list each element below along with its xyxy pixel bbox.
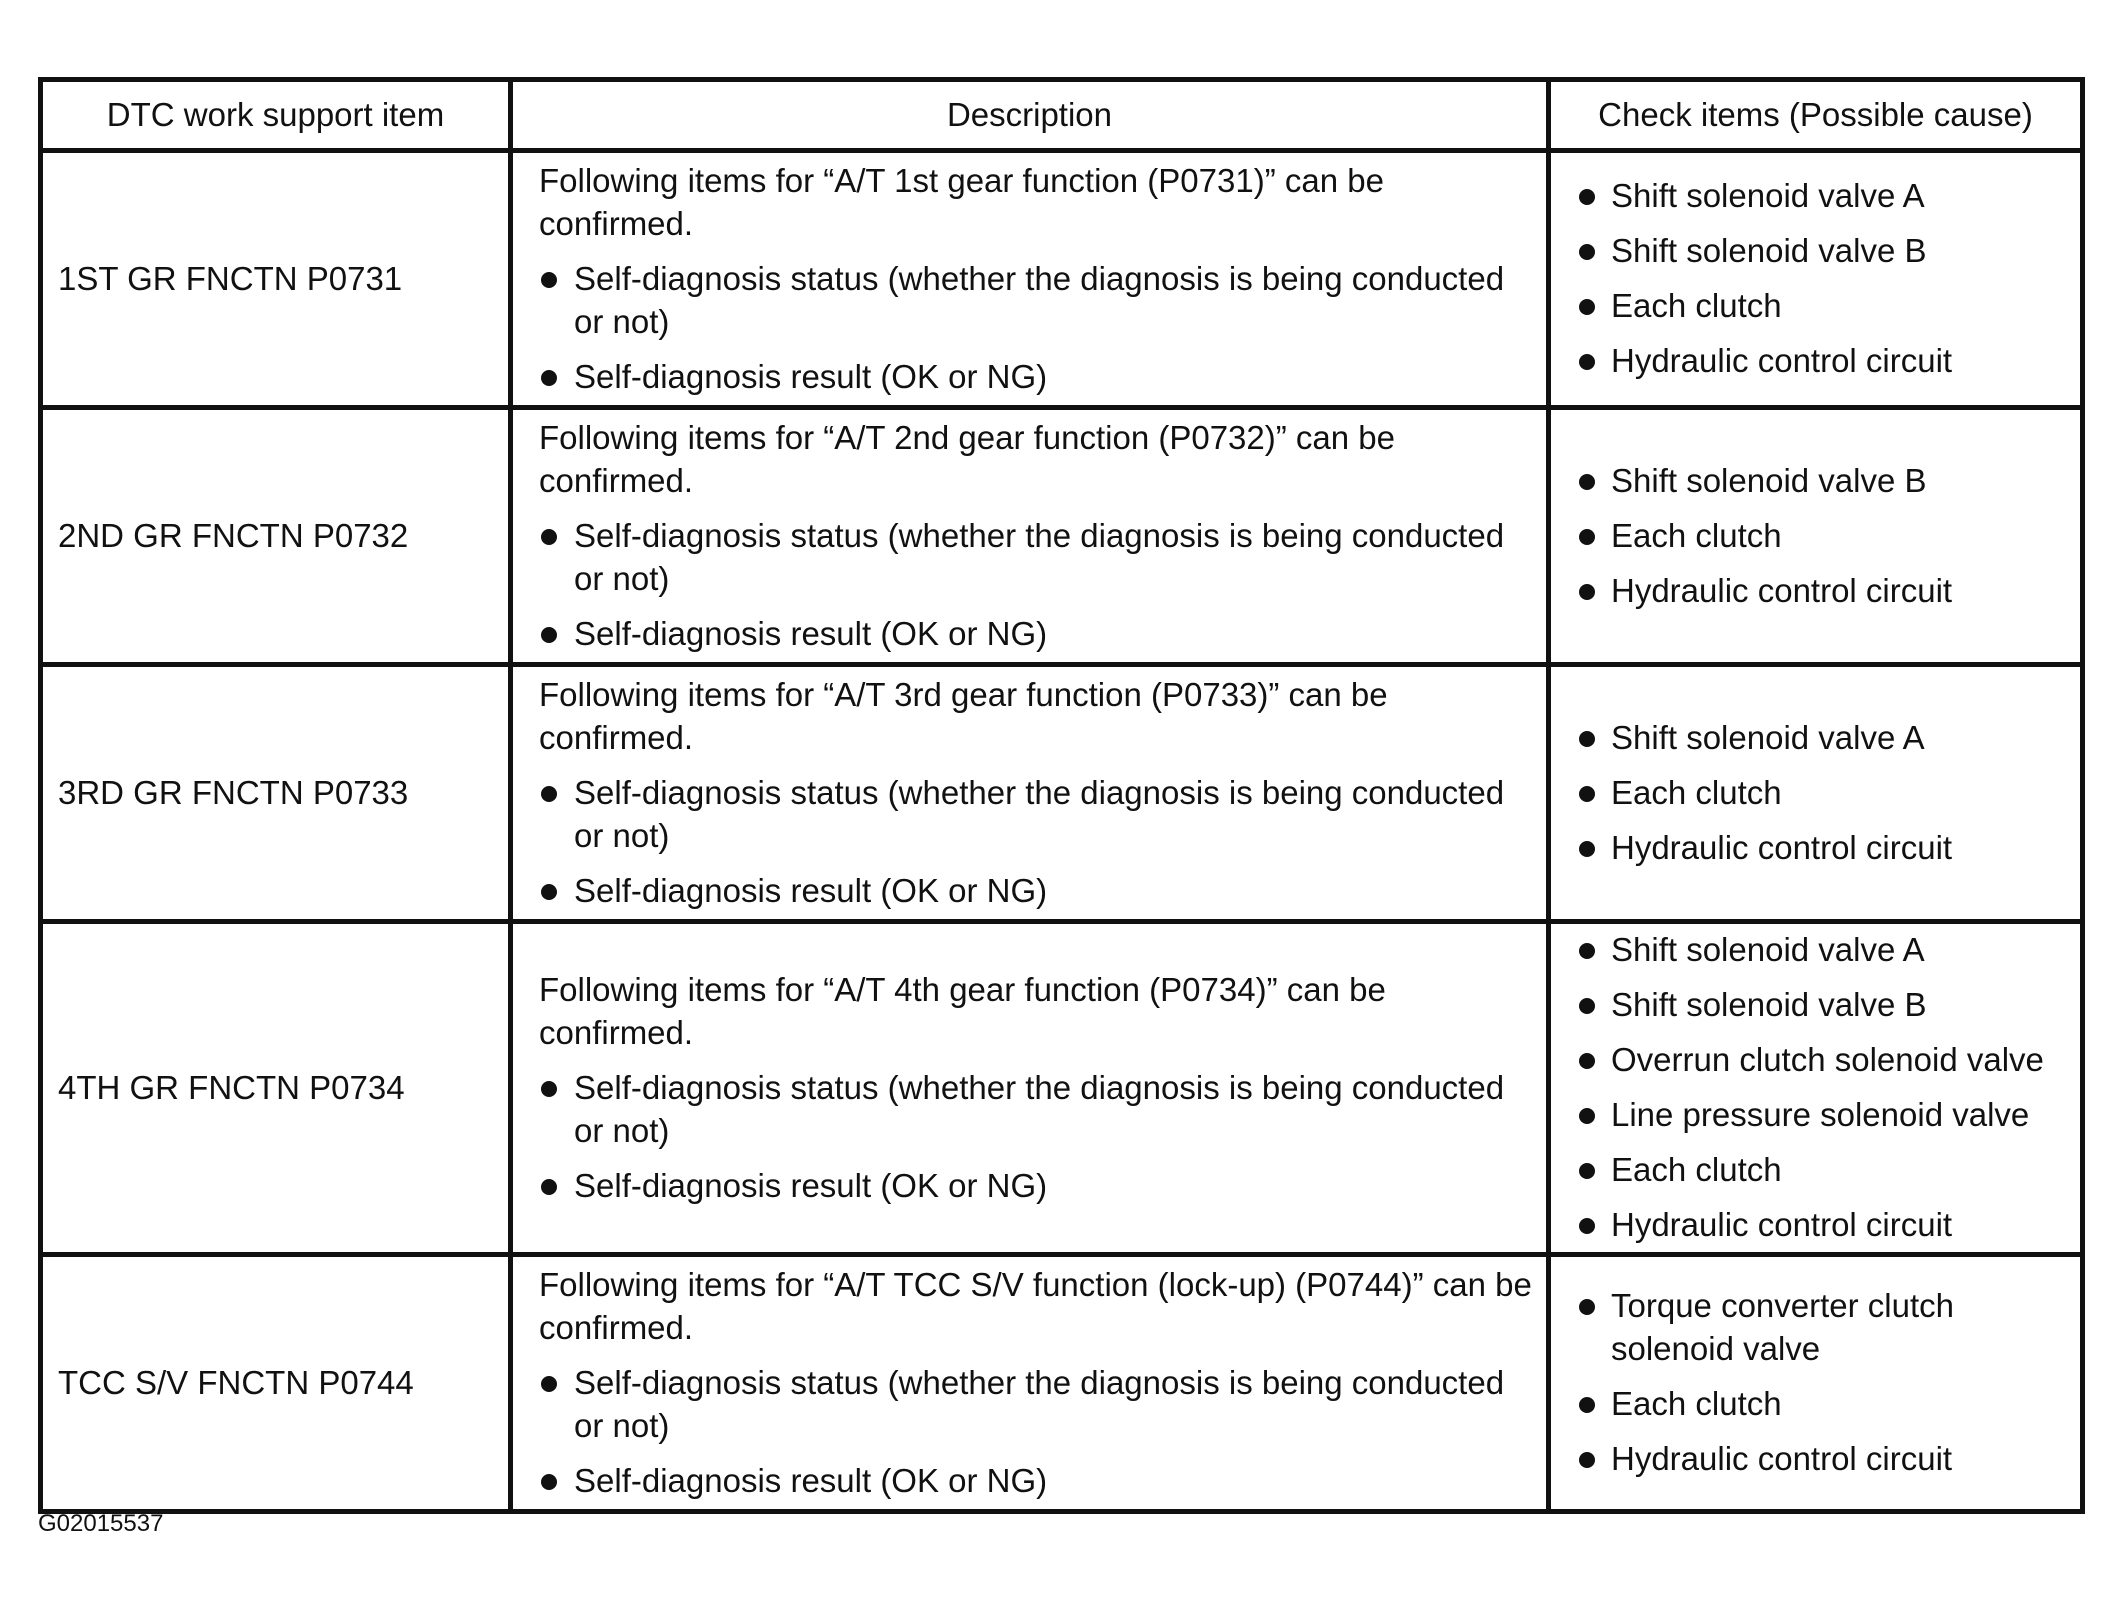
description-bullet-text: Self-diagnosis status (whether the diagnosis is being conducted or not) [574, 259, 1505, 340]
bullet-icon [541, 1376, 557, 1392]
list-item [1577, 826, 2072, 869]
list-item [539, 1164, 1536, 1207]
figure-code: G02015537 [38, 1510, 164, 1537]
list-item [539, 257, 1536, 343]
bullet-icon [541, 884, 557, 900]
check-item-text: Shift solenoid valve B [1611, 232, 1927, 269]
check-items-cell [1549, 408, 2083, 665]
description-bullet-text: Self-diagnosis status (whether the diagnosis is being conducted or not) [574, 773, 1505, 854]
check-item-text: Line pressure solenoid valve [1611, 1096, 2030, 1133]
check-item-text: Hydraulic control circuit [1611, 342, 1953, 379]
description-intro: Following items for “A/T 1st gear function (P0731)” can be confirmed. [539, 161, 1384, 242]
list-item [539, 1361, 1536, 1447]
list-item [1577, 339, 2072, 382]
bullet-icon [1579, 998, 1595, 1014]
check-item-text: Hydraulic control circuit [1611, 1440, 1953, 1477]
description-list [539, 257, 1536, 398]
dtc-item-cell: 2ND GR FNCTN P0732 [41, 408, 511, 665]
check-item-text: Hydraulic control circuit [1611, 1206, 1953, 1243]
bullet-icon [541, 1179, 557, 1195]
check-item-text: Each clutch [1611, 1385, 1782, 1422]
bullet-icon [541, 370, 557, 386]
dtc-item-cell: TCC S/V FNCTN P0744 [41, 1255, 511, 1512]
list-item [1577, 229, 2072, 272]
check-item-text: Each clutch [1611, 773, 1782, 811]
description-cell [511, 408, 1549, 665]
check-item-text: Each clutch [1611, 287, 1782, 324]
list-item [539, 355, 1536, 398]
list-item [1577, 983, 2072, 1026]
description-bullet-text: Self-diagnosis status (whether the diagnosis is being conducted or not) [574, 1363, 1505, 1444]
description-intro: Following items for “A/T TCC S/V function (lock-up) (P0744)” can be confirmed. [539, 1265, 1532, 1346]
list-item [539, 514, 1536, 600]
description-bullet-text: Self-diagnosis result (OK or NG) [574, 614, 1048, 652]
bullet-icon [541, 272, 557, 288]
bullet-icon [1579, 1163, 1595, 1179]
list-item [539, 771, 1536, 857]
bullet-icon [1579, 1452, 1595, 1468]
list-item [1577, 569, 2072, 612]
check-list [1577, 716, 2072, 869]
description-list [539, 1361, 1536, 1502]
description-bullet-text: Self-diagnosis result (OK or NG) [574, 1166, 1048, 1204]
check-list [1577, 174, 2072, 382]
list-item [539, 1459, 1536, 1502]
description-cell [511, 1255, 1549, 1512]
bullet-icon [1579, 943, 1595, 959]
check-items-cell [1549, 922, 2083, 1255]
table-row [41, 922, 2083, 1255]
check-item-text: Torque converter clutch solenoid valve [1611, 1287, 1955, 1367]
list-item [1577, 1093, 2072, 1136]
list-item [1577, 1382, 2072, 1425]
list-item [1577, 1437, 2072, 1480]
bullet-icon [541, 1474, 557, 1490]
check-item-text: Hydraulic control circuit [1611, 828, 1953, 866]
bullet-icon [1579, 1053, 1595, 1069]
bullet-icon [1579, 1218, 1595, 1234]
bullet-icon [541, 1081, 557, 1097]
bullet-icon [1579, 244, 1595, 260]
check-item-text: Hydraulic control circuit [1611, 571, 1953, 609]
list-item [1577, 514, 2072, 557]
list-item [1577, 1038, 2072, 1081]
check-list [1577, 459, 2072, 612]
list-item [1577, 284, 2072, 327]
list-item [1577, 459, 2072, 502]
description-cell [511, 665, 1549, 922]
description-cell [511, 151, 1549, 408]
bullet-icon [1579, 786, 1595, 802]
bullet-icon [1579, 189, 1595, 205]
check-item-text: Shift solenoid valve A [1611, 931, 1925, 968]
bullet-icon [1579, 474, 1595, 490]
list-item [1577, 928, 2072, 971]
header-row [41, 80, 2083, 151]
description-bullet-text: Self-diagnosis result (OK or NG) [574, 1461, 1048, 1499]
description-bullet-text: Self-diagnosis result (OK or NG) [574, 357, 1048, 395]
bullet-icon [1579, 841, 1595, 857]
bullet-icon [1579, 1108, 1595, 1124]
list-item [1577, 1284, 2072, 1370]
check-item-text: Each clutch [1611, 516, 1782, 554]
check-item-text: Shift solenoid valve B [1611, 986, 1927, 1023]
bullet-icon [1579, 584, 1595, 600]
list-item [1577, 771, 2072, 814]
list-item [1577, 174, 2072, 217]
bullet-icon [541, 786, 557, 802]
check-item-text: Shift solenoid valve A [1611, 718, 1925, 756]
list-item [539, 1066, 1536, 1152]
table-row [41, 665, 2083, 922]
check-items-cell [1549, 665, 2083, 922]
header-description: Description [511, 80, 1549, 151]
list-item [1577, 1203, 2072, 1246]
check-item-text: Shift solenoid valve B [1611, 461, 1927, 499]
bullet-icon [1579, 299, 1595, 315]
description-cell [511, 922, 1549, 1255]
check-item-text: Overrun clutch solenoid valve [1611, 1041, 2044, 1078]
table-row [41, 408, 2083, 665]
check-items-cell [1549, 1255, 2083, 1512]
description-list [539, 514, 1536, 655]
dtc-item-cell: 3RD GR FNCTN P0733 [41, 665, 511, 922]
list-item [539, 612, 1536, 655]
check-item-text: Shift solenoid valve A [1611, 177, 1925, 214]
bullet-icon [1579, 1397, 1595, 1413]
description-list [539, 771, 1536, 912]
check-list [1577, 928, 2072, 1246]
dtc-item-cell: 1ST GR FNCTN P0731 [41, 151, 511, 408]
bullet-icon [541, 529, 557, 545]
list-item [1577, 1148, 2072, 1191]
bullet-icon [1579, 529, 1595, 545]
dtc-item-cell: 4TH GR FNCTN P0734 [41, 922, 511, 1255]
description-bullet-text: Self-diagnosis status (whether the diagnosis is being conducted or not) [574, 516, 1505, 597]
list-item [1577, 716, 2072, 759]
bullet-icon [1579, 731, 1595, 747]
dtc-work-support-table [38, 77, 2085, 1514]
bullet-icon [1579, 354, 1595, 370]
description-bullet-text: Self-diagnosis result (OK or NG) [574, 871, 1048, 909]
header-check-items: Check items (Possible cause) [1549, 80, 2083, 151]
check-item-text: Each clutch [1611, 1151, 1782, 1188]
header-dtc-item: DTC work support item [41, 80, 511, 151]
check-list [1577, 1284, 2072, 1480]
table-row [41, 151, 2083, 408]
description-list [539, 1066, 1536, 1207]
check-items-cell [1549, 151, 2083, 408]
description-intro: Following items for “A/T 2nd gear function (P0732)” can be confirmed. [539, 418, 1395, 499]
table-row [41, 1255, 2083, 1512]
description-bullet-text: Self-diagnosis status (whether the diagnosis is being conducted or not) [574, 1068, 1505, 1149]
description-intro: Following items for “A/T 3rd gear function (P0733)” can be confirmed. [539, 675, 1388, 756]
bullet-icon [1579, 1299, 1595, 1315]
description-intro: Following items for “A/T 4th gear function (P0734)” can be confirmed. [539, 970, 1386, 1051]
bullet-icon [541, 627, 557, 643]
list-item [539, 869, 1536, 912]
